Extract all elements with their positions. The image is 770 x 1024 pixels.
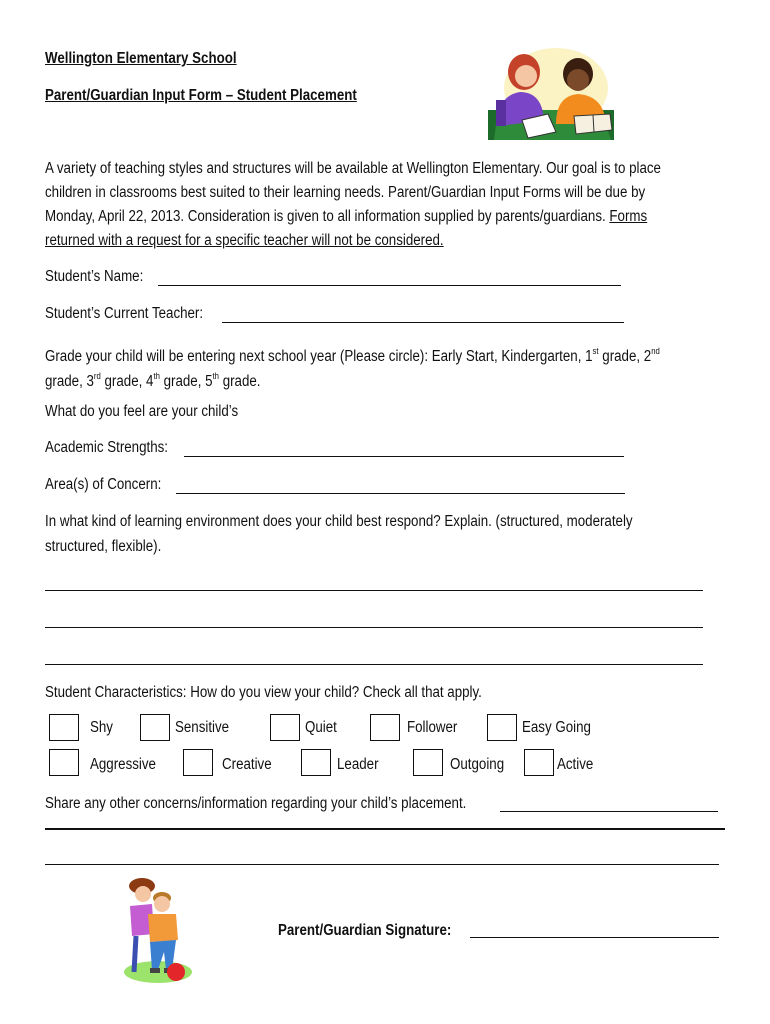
checkbox-active[interactable] — [524, 749, 554, 776]
label-creative: Creative — [222, 756, 272, 773]
grade-sup-th-2: th — [212, 371, 219, 381]
grade-sup-rd: rd — [93, 371, 101, 381]
label-aggressive: Aggressive — [90, 756, 156, 773]
environment-answer-line-1[interactable] — [45, 590, 703, 591]
intro-forms-underlined: Forms — [609, 208, 648, 225]
children-reading-clipart — [486, 40, 616, 142]
share-answer-line-2[interactable] — [45, 864, 719, 865]
label-leader: Leader — [337, 756, 379, 773]
share-prompt: Share any other concerns/information regarding your child’s placement. — [45, 795, 467, 812]
concern-label: Area(s) of Concern: — [45, 476, 162, 493]
label-sensitive: Sensitive — [175, 719, 230, 736]
grade-sup-st: st — [592, 346, 599, 356]
checkbox-outgoing[interactable] — [413, 749, 443, 776]
label-follower: Follower — [407, 719, 458, 736]
checkbox-quiet[interactable] — [270, 714, 300, 741]
grade-5-text: grade, 5 — [159, 373, 213, 390]
grade-end-text: grade. — [218, 373, 261, 390]
student-name-label: Student’s Name: — [45, 268, 144, 285]
intro-line-3 — [45, 205, 647, 229]
current-teacher-field[interactable] — [222, 322, 624, 323]
intro-line-3-text: Monday, April 22, 2013. Consideration is given to all information supplied by parents/guardians. — [45, 208, 610, 225]
kids-playing-ball-clipart — [122, 872, 194, 984]
environment-answer-line-3[interactable] — [45, 664, 703, 665]
signature-field[interactable] — [470, 937, 719, 938]
strengths-field[interactable] — [184, 456, 624, 457]
intro-line-1: A variety of teaching styles and structures will be available at Wellington Elementary. Our goal is to place — [45, 160, 661, 177]
feel-prompt: What do you feel are your child’s — [45, 403, 239, 420]
checkbox-leader[interactable] — [301, 749, 331, 776]
label-active: Active — [557, 756, 594, 773]
environment-line-1: In what kind of learning environment does your child best respond? Explain. (structured, moderately — [45, 513, 633, 530]
school-name: Wellington Elementary School — [45, 50, 237, 67]
share-answer-line-1[interactable] — [45, 828, 725, 830]
checkbox-shy[interactable] — [49, 714, 79, 741]
share-field-inline[interactable] — [500, 811, 718, 812]
current-teacher-label: Student’s Current Teacher: — [45, 305, 204, 322]
label-shy: Shy — [90, 719, 113, 736]
grade-4-text: grade, 4 — [100, 373, 154, 390]
checkbox-creative[interactable] — [183, 749, 213, 776]
intro-line-2: children in classrooms best suited to their learning needs. Parent/Guardian Input Forms will be due by — [45, 184, 646, 201]
signature-label: Parent/Guardian Signature: — [278, 922, 452, 939]
grade-sup-th: th — [153, 371, 160, 381]
checkbox-follower[interactable] — [370, 714, 400, 741]
form-title: Parent/Guardian Input Form – Student Placement — [45, 87, 357, 104]
checkbox-easy-going[interactable] — [487, 714, 517, 741]
grade-3-text: grade, 3 — [45, 373, 94, 390]
intro-line-4: returned with a request for a specific teacher will not be considered. — [45, 232, 444, 249]
label-easy-going: Easy Going — [522, 719, 591, 736]
label-quiet: Quiet — [305, 719, 337, 736]
student-name-field[interactable] — [158, 285, 621, 286]
grade-line-2 — [45, 364, 260, 394]
label-outgoing: Outgoing — [450, 756, 505, 773]
concern-field[interactable] — [176, 493, 625, 494]
grade-2-text: grade, 2 — [598, 348, 652, 365]
grade-sup-nd: nd — [651, 346, 660, 356]
environment-answer-line-2[interactable] — [45, 627, 703, 628]
strengths-label: Academic Strengths: — [45, 439, 168, 456]
checkbox-aggressive[interactable] — [49, 749, 79, 776]
checkbox-sensitive[interactable] — [140, 714, 170, 741]
environment-line-2: structured, flexible). — [45, 538, 162, 555]
grade-line-1-text: Grade your child will be entering next school year (Please circle): Early Start, Kindergarten, 1 — [45, 348, 593, 365]
characteristics-prompt: Student Characteristics: How do you view your child? Check all that apply. — [45, 684, 482, 701]
